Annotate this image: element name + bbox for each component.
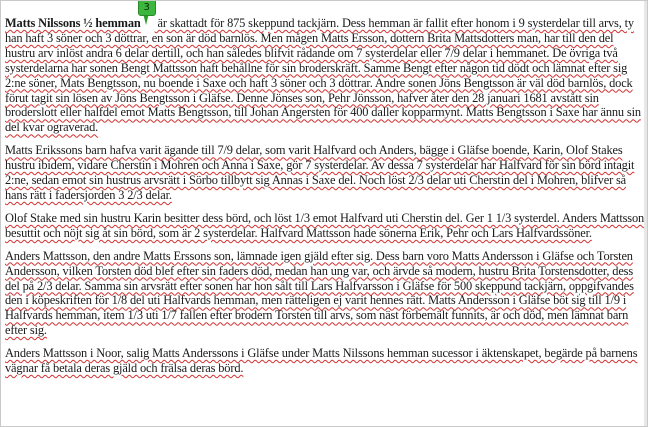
comment-marker[interactable] xyxy=(141,2,155,27)
paragraph-4 xyxy=(5,249,645,338)
paragraph-2 xyxy=(5,143,645,203)
paragraph-text: Matts Erikssons barn hafva varit ägande till 7/9 delar, som varit Halfvard och Anders, bägge i Gläfse boende, Karin, Olof Stakes hustru ibidem, vidare Cherstin i Mohren och Anna i Saxe, gör 7 systerdelar. Av dessa 7 systerdelar har Halfvard för sin börd intagit 2:ne, sedan emot sin hustrus arvsrätt i Sörbo tillbytt sig Annas i Saxe del. Noch löst 2/3 delar uti Cherstin del i Mohren, blifver så hans rätt i fadersjorden 3 2/3 delar. xyxy=(5,143,635,202)
paragraph-text: Olof Stake med sin hustru Karin besitter dess börd, och löst 1/3 emot Halfvard uti Cherstin del. Ger 1 1/3 systerdel. Anders Mattsson besuttit och nöjt sig åt sin börd, som är 2 systerdelar. Halfvard Mattsson hade sönerna Erik, Pehr och Lars Halfvardssöner. xyxy=(5,210,645,240)
scrollbar-edge[interactable] xyxy=(644,1,647,426)
paragraph-text: Anders Mattsson, den andre Matts Erssons son, lämnade igen gjäld efter sig. Dess barn voro Matts Andersson i Gläfse och Torsten Andersson, vilken Torsten död blef efter sin faders död, medan han ung var, och ärvde så modern, hustru Brita Torstensdotter, dess del på 2/3 delar. Samma sin arvsrätt efter sonen har hon sålt till Lars Halfvarsson i Gläfse för 500 skeppund tackjärn, oppgifvandes den i köpeskriften för 1/8 del uti Halfvards hemman, men rätteligen ej varit hennes rätt. Matts Andersson i Gläfse böt sig till 1/9 i Halfvards hemman, item 1/3 uti 1/7 fallen efter brodern Torsten till arvs, som näst förbemält funnits, är och död, men lämnat barn efter sig. xyxy=(5,248,634,338)
paragraph-5 xyxy=(5,346,645,376)
paragraph-text: är skattadt för 875 skeppund tackjärn. Dess hemman är fallit efter honom i 9 systerdelar till arvs, ty han haft 3 söner och 3 döttrar, en son är död barnlös. Men mågen Matts Ersson, dottern Brita Mattsdotters man, har till den del hustru arv inlöst andra 6 delar dertill, och han således blifvit rådande om 7 systerdelar eller 7/9 delar i hemmanet. De övriga två systerdelarna har sonen Bengt Mattsson haft behållne för sin broderskräft. Samme Bengt efter någon tid dödt och lämnat efter sig 2:ne söner, Mats Bengtsson, nu boende i Saxe och haft 3 söner och 3 döttrar. Andre sonen Jöns Bengtsson är väl död barnlös, dock förut tagit sin lösen av Jöns Bengtsson i Gläfse. Denne Jönses son, Pehr Jönsson, hafver åter den 28 januari 1681 avstått sin broderslott eller halfdel emot Matts Bengtsson, till Johan Angersten för 400 daller kopparmynt. Matts Bengtsson i Saxe har ännu sin del kvar ograverad. xyxy=(5,16,641,135)
comment-number: 3 xyxy=(138,0,156,16)
paragraph-1 xyxy=(5,2,645,135)
paragraph-lead: Matts Nilssons ½ hemman xyxy=(5,16,141,30)
paragraph-3 xyxy=(5,211,645,241)
document-body xyxy=(5,2,645,384)
paragraph-text: Anders Mattsson i Noor, salig Matts Anderssons i Gläfse under Matts Nilssons hemman sucessor i äktenskapet, begärde på barnens vägnar få betala deras gjäld och frälsa deras börd. xyxy=(5,346,638,376)
